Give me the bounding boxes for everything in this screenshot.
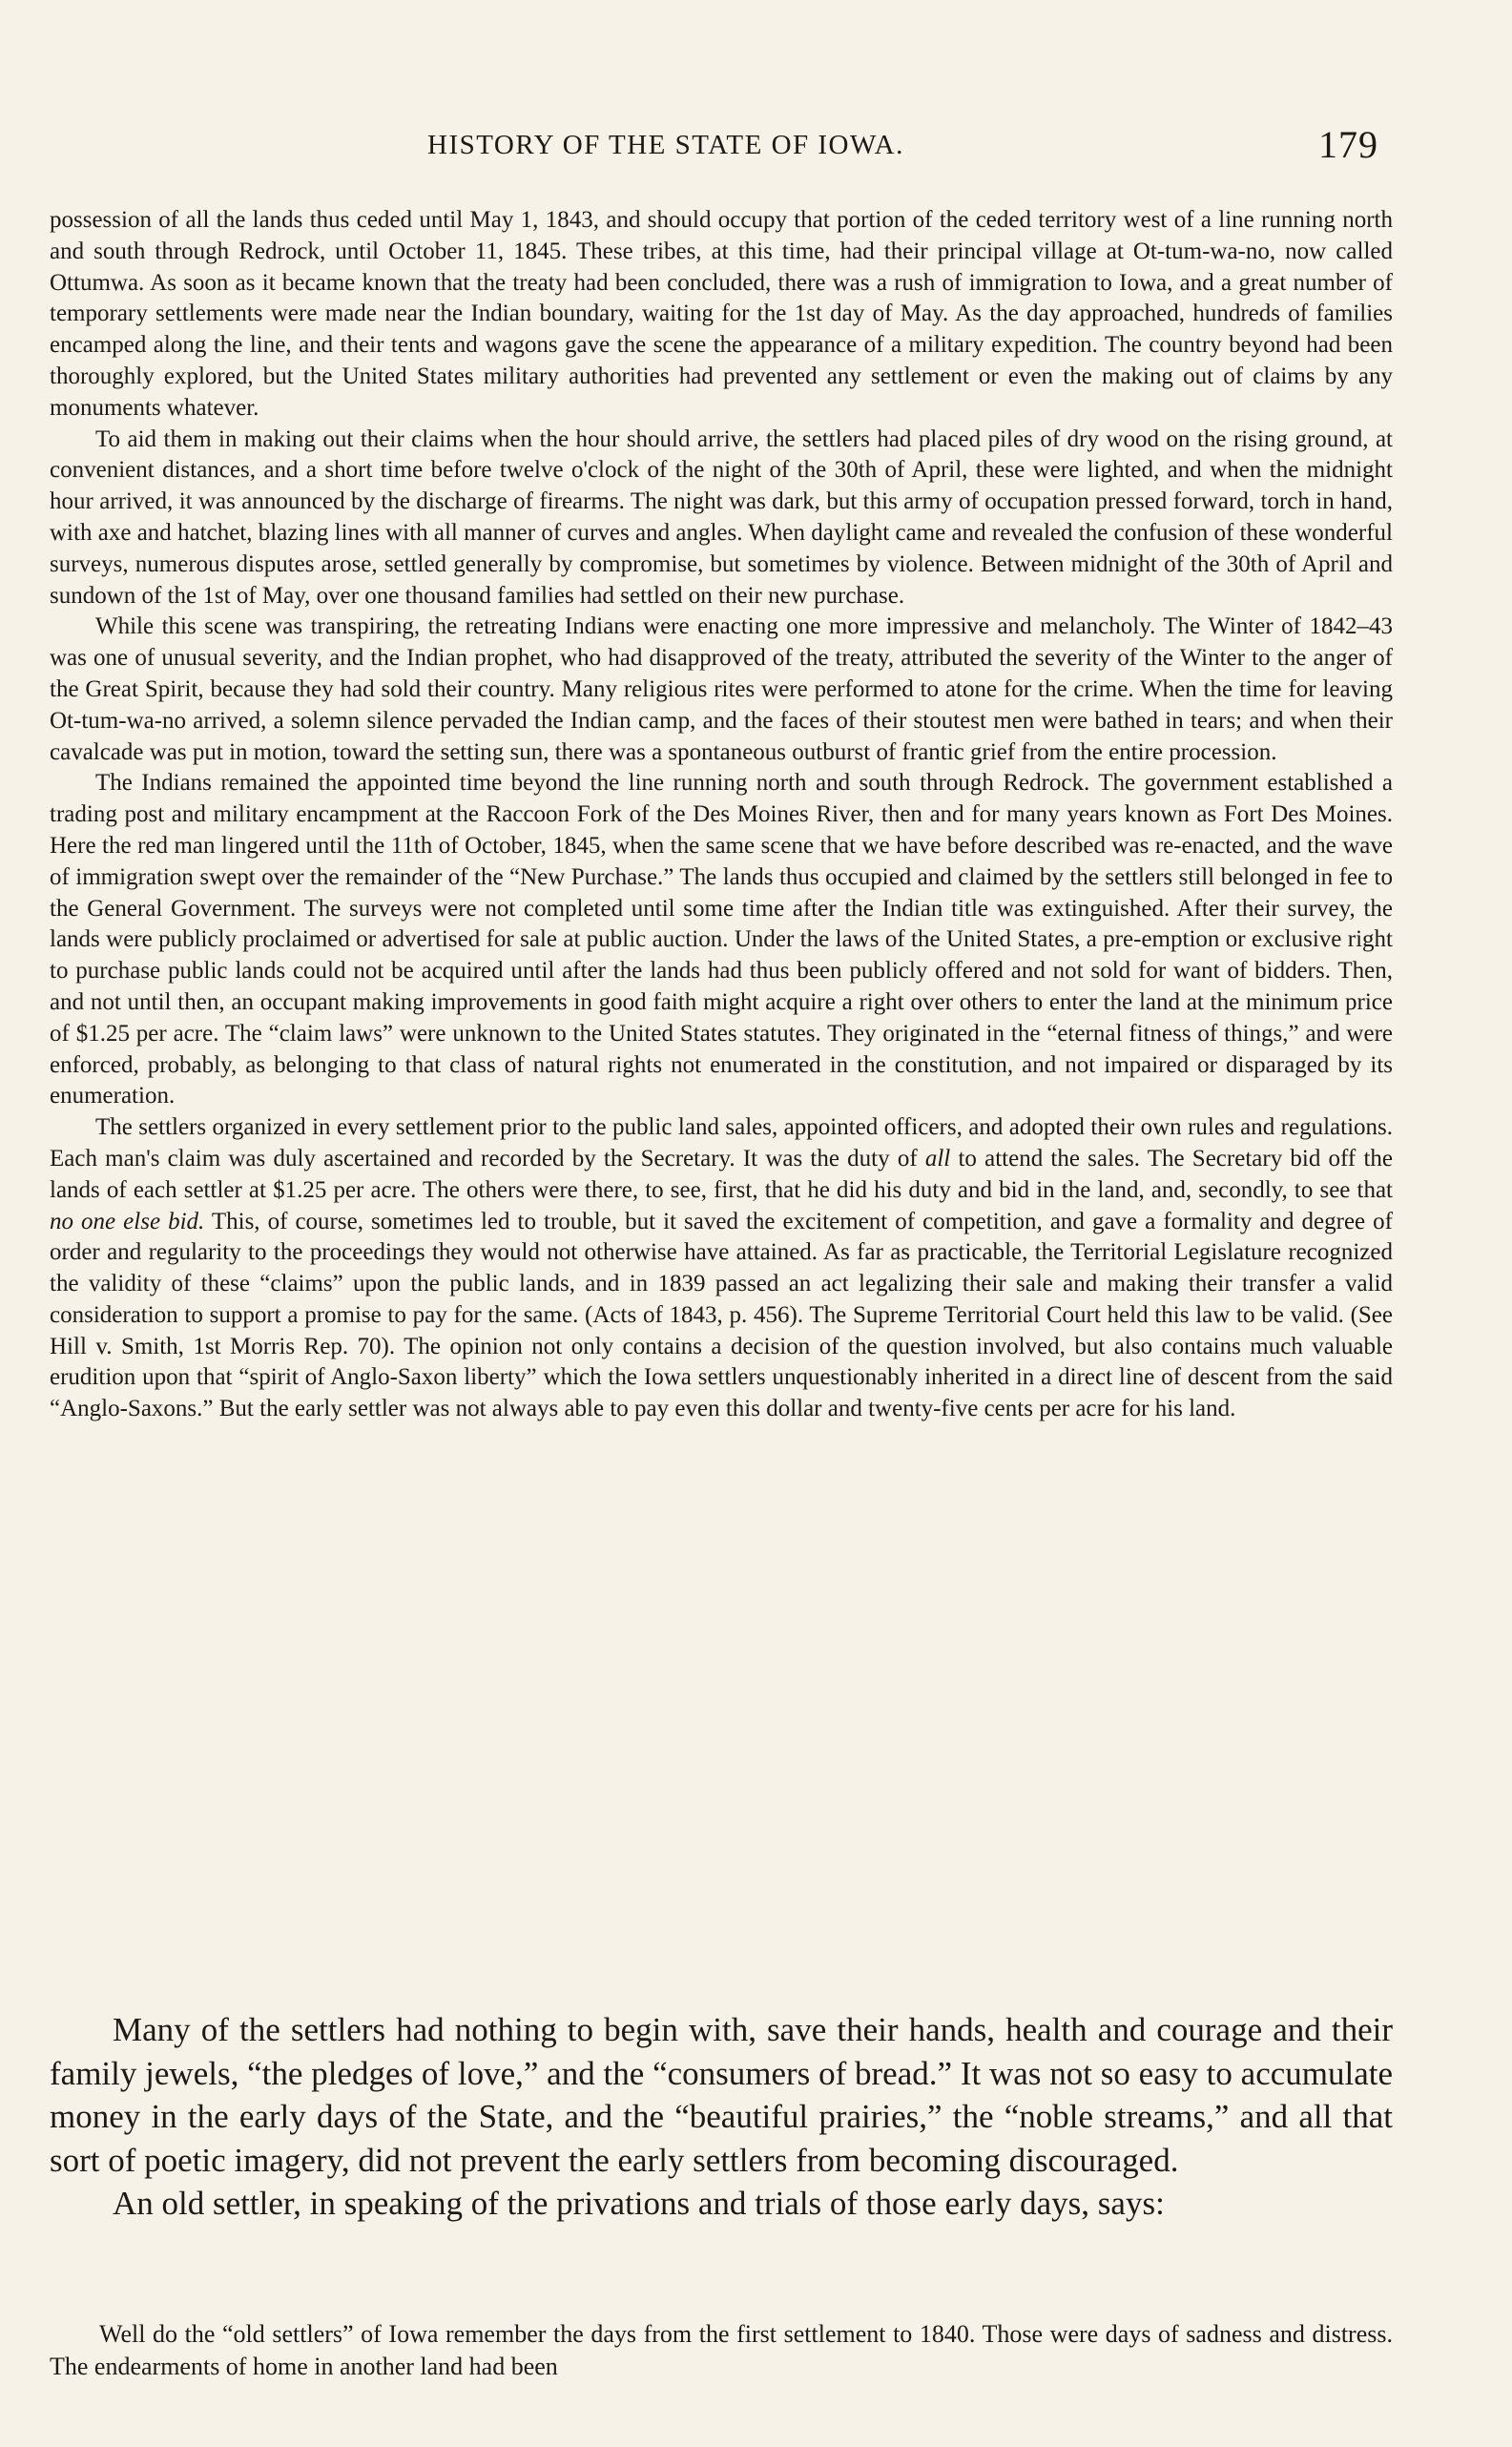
italic-text: no one else bid. [50,1208,205,1234]
paragraph: To aid them in making out their claims when the hour should arrive, the settlers had placed piles of dry wood on the rising ground, at convenient distances, and a short time before twelve o'clock of the night of the 30th of April, these were lighted, and when the midnight hour arrived, it was announced by the discharge of firearms. The night was dark, but this army of occupation pressed forward, torch in hand, with axe and hatchet, blazing lines with all manner of curves and angles. When daylight came and revealed the confusion of these wonderful surveys, numerous disputes arose, settled generally by compromise, but sometimes by violence. Between midnight of the 30th of April and sundown of the 1st of May, over one thousand families had settled on their new purchase. [50,425,1393,609]
paragraph-large: An old settler, in speaking of the privations and trials of those early days, says: [113,2185,1165,2222]
page-header [0,122,1512,170]
quotation-section [50,2318,1393,2383]
large-print-section [50,2008,1393,2226]
page-number: 179 [1318,123,1378,166]
text-run: The settlers organized in every settlement prior to the public land sales, appointed officers, and adopted their own rules and regulations. Each man's claim was duly ascertained and recorded by the Secretary. It was the duty of [50,1114,1393,1172]
body-text [50,205,1393,1425]
running-title: HISTORY OF THE STATE OF IOWA. [427,130,904,160]
text-run: This, of course, sometimes led to trouble, but it saved the excitement of competition, and gave a formality and degree of order and regularity to the proceedings they would not otherwise have attained. As far as practicable, the Territorial Legislature recognized the validity of these “claims” upon the public lands, and in 1839 passed an act legalizing their sale and making their transfer a valid consideration to support a promise to pay for the same. (Acts of 1843, p. 456). The Supreme Territorial Court held this law to be valid. (See Hill v. Smith, 1st Morris Rep. 70). The opinion not only contains a decision of the question involved, but also contains much valuable erudition upon that “spirit of Anglo-Saxon liberty” which the Iowa settlers unquestionably inherited in a direct line of descent from the said “Anglo-Saxons.” But the early settler was not always able to pay even this dollar and twenty-five cents per acre for his land. [50,1208,1393,1422]
text-run: to attend the sales. The Secretary bid off the lands of each settler at $1.25 per acre. The others were there, to see, first, that he did his duty and bid in the land, and, secondly, to see that [50,1145,1393,1203]
paragraph-continued: possession of all the lands thus ceded until May 1, 1843, and should occupy that portion of the ceded territory west of a line running north and south through Redrock, until October 11, 1845. These tribes, at this time, had their principal village at Ot-tum-wa-no, now called Ottumwa. As soon as it became known that the treaty had been concluded, there was a rush of immigration to Iowa, and a great number of temporary settlements were made near the Indian boundary, waiting for the 1st day of May. As the day approached, hundreds of families encamped along the line, and their tents and wagons gave the scene the appearance of a military expedition. The country beyond had been thoroughly explored, but the United States military authorities had prevented any settlement or even the making out of claims by any monuments whatever. [50,207,1393,421]
paragraph: The Indians remained the appointed time beyond the line running north and south through Redrock. The government established a trading post and military encampment at the Raccoon Fork of the Des Moines River, then and for many years known as Fort Des Moines. Here the red man lingered until the 11th of October, 1845, when the same scene that we have before described was re-enacted, and the wave of immigration swept over the remainder of the “New Purchase.” The lands thus occupied and claimed by the settlers still belonged in fee to the General Government. The surveys were not completed until some time after the Indian title was extinguished. After their survey, the lands were publicly proclaimed or advertised for sale at public auction. Under the laws of the United States, a pre-emption or exclusive right to purchase public lands could not be acquired until after the lands had thus been publicly offered and not sold for want of bidders. Then, and not until then, an occupant making improvements in good faith might acquire a right over others to enter the land at the minimum price of $1.25 per acre. The “claim laws” were unknown to the United States statutes. They originated in the “eternal fitness of things,” and were enforced, probably, as belonging to that class of natural rights not enumerated in the constitution, and not impaired or disparaged by its enumeration. [50,770,1393,1109]
quotation-paragraph: Well do the “old settlers” of Iowa remember the days from the first settlement to 1840. Those were days of sadness and distress. The endearments of home in another land had been [50,2320,1393,2380]
paragraph: While this scene was transpiring, the retreating Indians were enacting one more impressive and melancholy. The Winter of 1842–43 was one of unusual severity, and the Indian prophet, who had disapproved of the treaty, attributed the severity of the Winter to the anger of the Great Spirit, because they had sold their country. Many religious rites were performed to atone for the crime. When the time for leaving Ot-tum-wa-no arrived, a solemn silence pervaded the Indian camp, and the faces of their stoutest men were bathed in tears; and when their cavalcade was put in motion, toward the setting sun, there was a spontaneous outburst of frantic grief from the entire procession. [50,613,1393,765]
paragraph [50,1112,1393,1425]
paragraph-large: Many of the settlers had nothing to begin with, save their hands, health and courage and their family jewels, “the pledges of love,” and the “consumers of bread.” It was not so easy to accumulate money in the early days of the State, and the “beautiful prairies,” the “noble streams,” and all that sort of poetic imagery, did not prevent the early settlers from becoming discouraged. [50,2011,1393,2179]
italic-text: all [924,1145,951,1172]
